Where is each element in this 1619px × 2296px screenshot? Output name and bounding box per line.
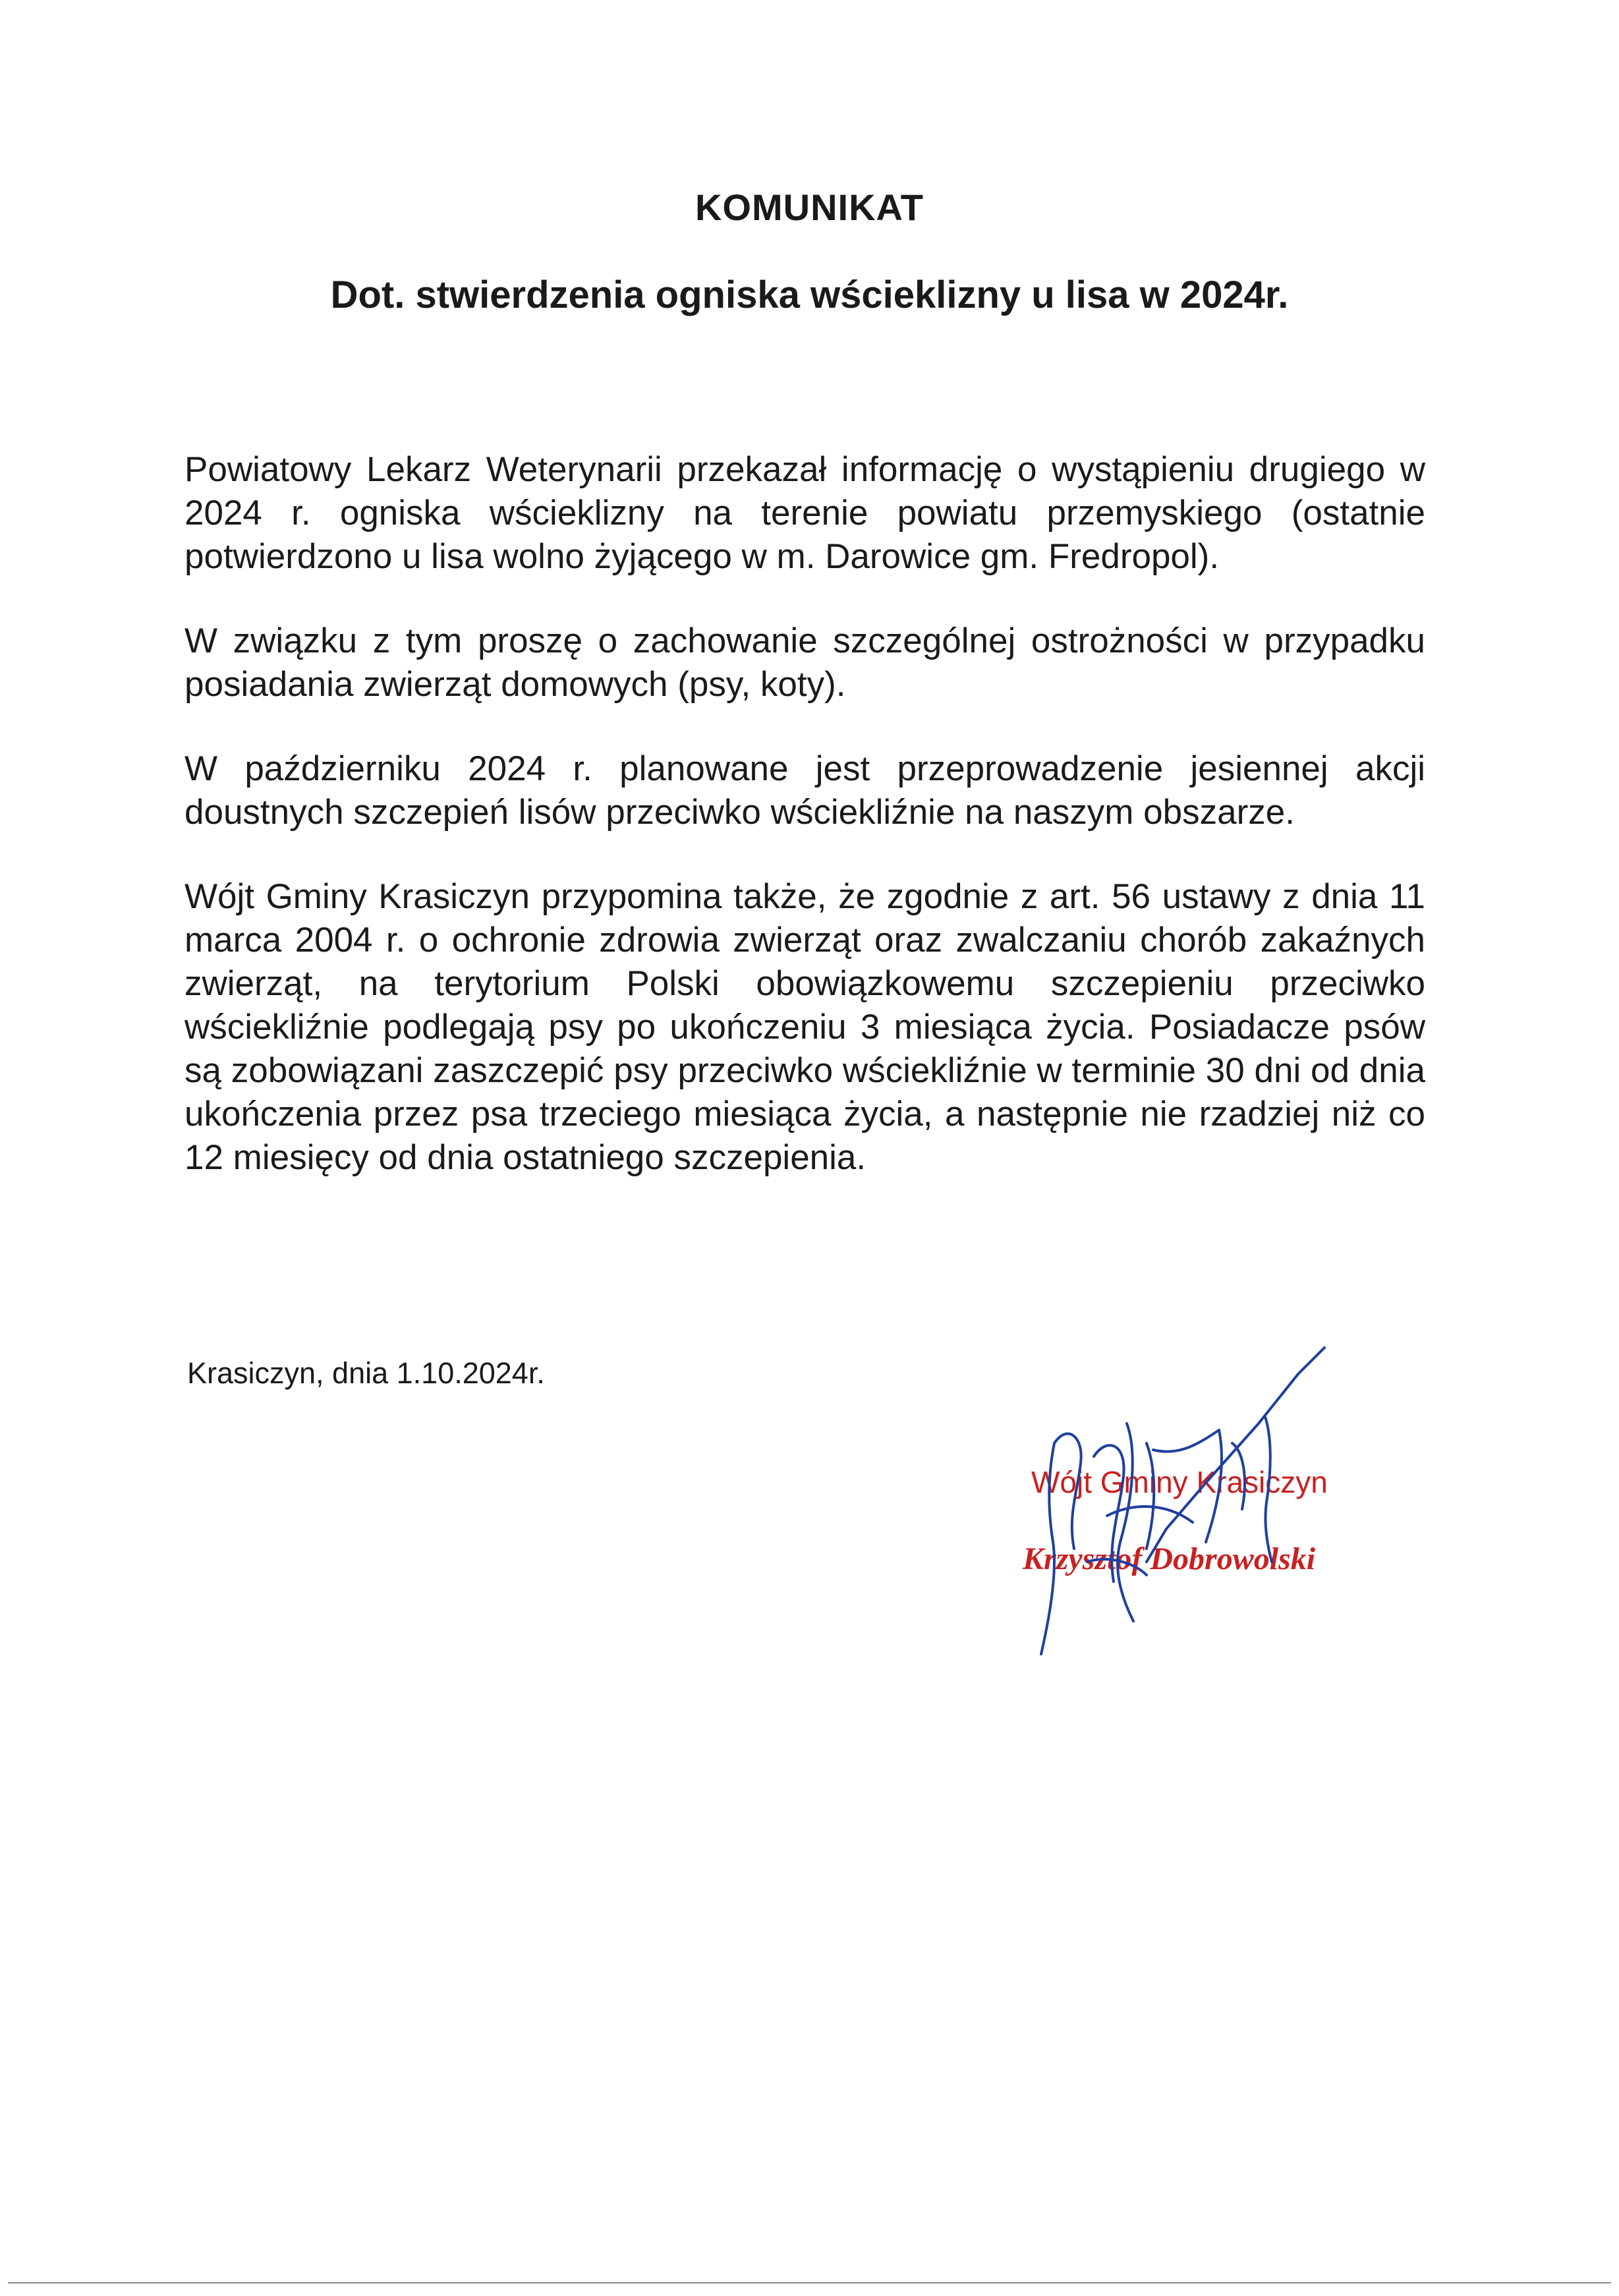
paragraph-legal-reminder: Wójt Gminy Krasiczyn przypomina także, że zgodnie z art. 56 ustawy z dnia 11 marca 2004 r. o ochronie zdrowia zwierząt oraz zwalczaniu chorób zakaźnych zwierząt, na terytorium Polski obowiązkowemu szczepieniu przeciwko wściekliźnie podlegają psy po ukończeniu 3 miesiąca życia. Posiadacze psów są zobowiązani zaszczepić psy przeciwko wściekliźnie w terminie 30 dni od dnia ukończenia przez psa trzeciego miesiąca życia, a następnie nie rzadziej niż co 12 miesięcy od dnia ostatniego szczepienia.: [185, 877, 1425, 1177]
stamp-office-line: Wójt Gminy Krasiczyn: [1031, 1465, 1328, 1499]
paragraph-vaccination-campaign: W październiku 2024 r. planowane jest przeprowadzenie jesiennej akcji doustnych szczepień lisów przeciwko wściekliźnie na naszym obszarze.: [185, 749, 1425, 832]
bottom-edge-line: [8, 2282, 1611, 2283]
handwritten-signature: [1021, 1344, 1390, 1687]
paragraph-caution: W związku z tym proszę o zachowanie szczególnej ostrożności w przypadku posiadania zwierząt domowych (psy, koty).: [185, 621, 1425, 704]
document-body: [185, 448, 1425, 1220]
place-and-date: Krasiczyn, dnia 1.10.2024r.: [187, 1356, 545, 1390]
stamp-name-line: Krzysztof Dobrowolski: [1023, 1541, 1316, 1576]
document-subtitle: Dot. stwierdzenia ogniska wścieklizny u lisa w 2024r.: [330, 273, 1289, 316]
document-title: KOMUNIKAT: [695, 187, 924, 228]
paragraph-announcement: Powiatowy Lekarz Weterynarii przekazał informację o wystąpieniu drugiego w 2024 r. ogniska wścieklizny na terenie powiatu przemyskiego (ostatnie potwierdzono u lisa wolno żyjącego w m. Darowice gm. Fredropol).: [185, 450, 1425, 576]
